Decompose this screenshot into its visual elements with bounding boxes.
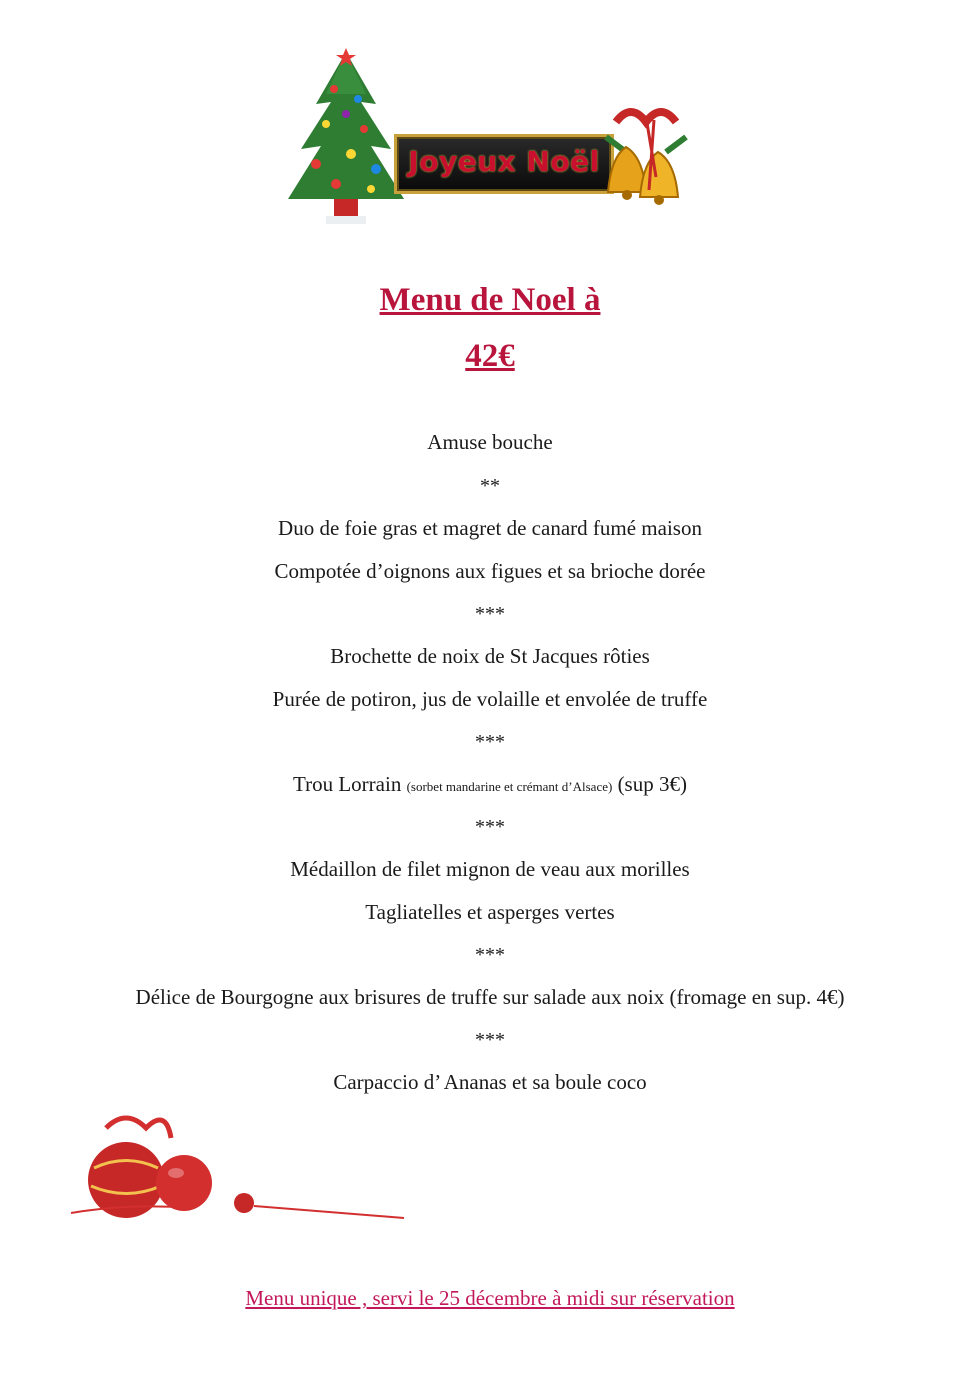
trou-sup: (sup 3€) bbox=[617, 772, 687, 796]
menu-item-viande-1: Médaillon de filet mignon de veau aux morilles bbox=[290, 857, 690, 881]
menu-item-entree-1: Duo de foie gras et magret de canard fumé maison bbox=[278, 516, 702, 540]
trou-main: Trou Lorrain bbox=[293, 772, 402, 796]
menu-title: Menu de Noel à bbox=[379, 282, 601, 318]
banner-plate bbox=[394, 134, 614, 194]
separator: *** bbox=[475, 1029, 505, 1051]
menu-item-dessert: Carpaccio d’ Ananas et sa boule coco bbox=[333, 1070, 647, 1094]
banner-text: Joyeux Noël bbox=[408, 145, 600, 178]
menu-item-poisson-2: Purée de potiron, jus de volaille et envolée de truffe bbox=[272, 687, 708, 711]
bells-icon bbox=[596, 102, 701, 232]
menu-price: 42€ bbox=[465, 338, 515, 374]
separator: *** bbox=[475, 603, 505, 625]
ornament-baubles-icon bbox=[66, 1108, 416, 1228]
menu-item-trou-lorrain bbox=[0, 770, 980, 801]
menu-item-viande-2: Tagliatelles et asperges vertes bbox=[365, 900, 615, 924]
trou-detail: (sorbet mandarine et crémant d’Alsace) bbox=[406, 779, 613, 794]
joyeux-noel-banner bbox=[276, 44, 706, 234]
separator: *** bbox=[475, 731, 505, 753]
menu-item-entree-2: Compotée d’oignons aux figues et sa brioche dorée bbox=[274, 559, 706, 583]
menu-item-fromage: Délice de Bourgogne aux brisures de truffe sur salade aux noix (fromage en sup. 4€) bbox=[135, 985, 845, 1009]
separator: *** bbox=[475, 816, 505, 838]
menu-item-amuse: Amuse bouche bbox=[427, 430, 553, 454]
menu-item-poisson-1: Brochette de noix de St Jacques rôties bbox=[330, 644, 650, 668]
footer-note: Menu unique , servi le 25 décembre à midi sur réservation bbox=[245, 1286, 735, 1310]
separator: *** bbox=[475, 944, 505, 966]
separator: ** bbox=[480, 475, 500, 497]
